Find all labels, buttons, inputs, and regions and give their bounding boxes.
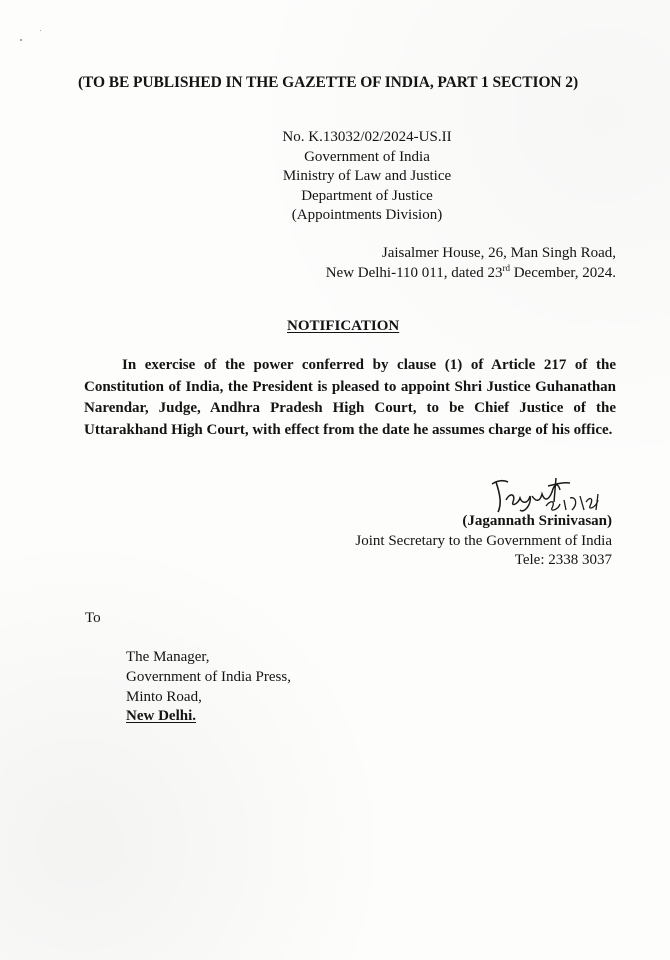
scan-speck bbox=[40, 30, 41, 31]
handwritten-signature bbox=[486, 474, 610, 516]
division-name: (Appointments Division) bbox=[291, 207, 443, 223]
recipient-block bbox=[126, 648, 291, 727]
date-rest: December, 2024. bbox=[509, 264, 616, 281]
to-label: To bbox=[85, 610, 101, 626]
notification-body: In exercise of the power conferred by clause (1) of Article 217 of the Constitution of India, the President is pleased to appoint Shri Justice Guhanathan Narendar, Judge, Andhra Pradesh High Court, to be Chief Justice of the Uttarakhand High Court, with effect from the date he assumes charge of his office. bbox=[84, 357, 616, 438]
issuer-block bbox=[257, 128, 477, 226]
place-date-block bbox=[326, 244, 616, 283]
signatory-name: (Jagannath Srinivasan) bbox=[462, 513, 612, 529]
date-ordinal: rd bbox=[502, 262, 510, 273]
gazette-heading: (TO BE PUBLISHED IN THE GAZETTE OF INDIA, PART 1 SECTION 2) bbox=[78, 74, 578, 91]
signatory-block bbox=[355, 512, 612, 571]
recipient-line-3: Minto Road, bbox=[126, 688, 202, 705]
recipient-line-1: The Manager, bbox=[126, 649, 210, 665]
signatory-phone: Tele: 2338 3037 bbox=[514, 552, 612, 568]
file-number: No. K.13032/02/2024-US.II bbox=[282, 129, 452, 145]
department-name: Department of Justice bbox=[301, 187, 433, 204]
government-name: Government of India bbox=[304, 148, 430, 165]
recipient-line-2: Government of India Press, bbox=[126, 668, 291, 685]
city-date-text: New Delhi-110 011, dated 23 bbox=[325, 264, 503, 281]
city-date-line bbox=[326, 264, 616, 284]
notification-title: NOTIFICATION bbox=[287, 318, 400, 334]
recipient-city: New Delhi. bbox=[126, 708, 196, 725]
ministry-name: Ministry of Law and Justice bbox=[282, 168, 452, 184]
signatory-designation: Joint Secretary to the Government of India bbox=[355, 532, 612, 549]
scan-speck bbox=[20, 39, 22, 41]
office-address: Jaisalmer House, 26, Man Singh Road, bbox=[381, 245, 616, 261]
